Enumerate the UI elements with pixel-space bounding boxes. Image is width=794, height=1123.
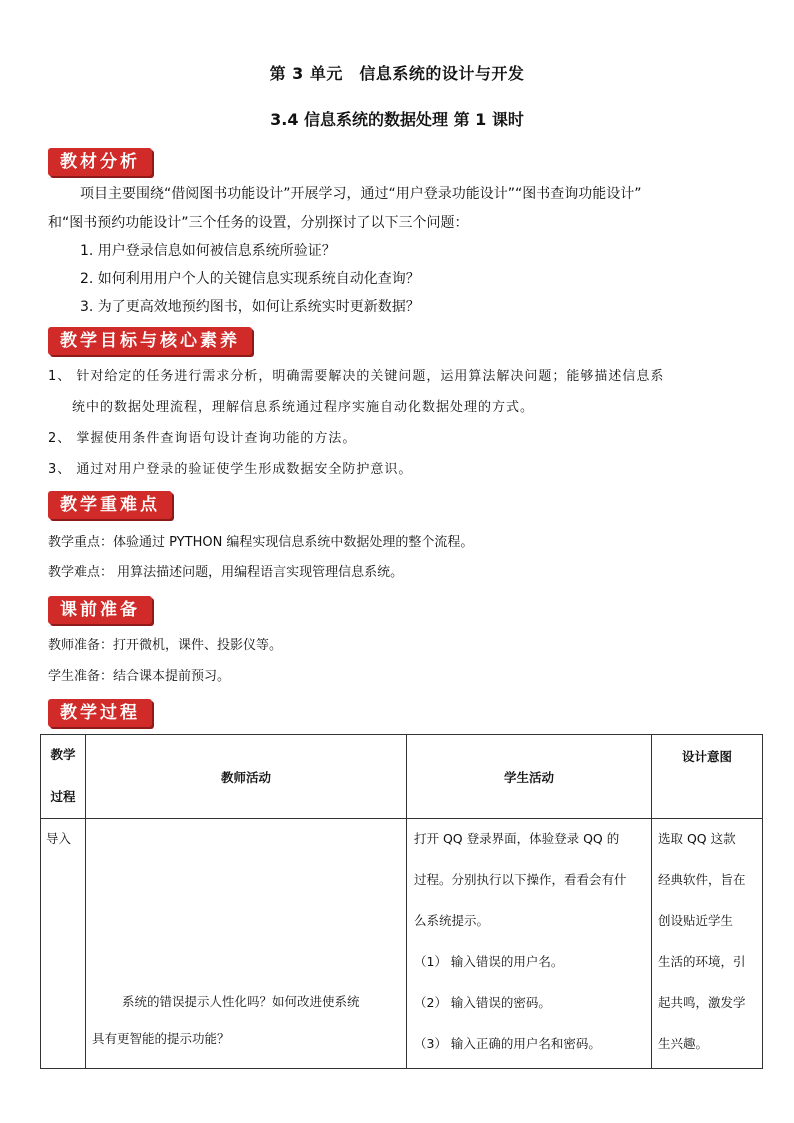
design-intent-line: 生兴趣。 (658, 1036, 709, 1051)
analysis-question-2: 2. 如何利用用户个人的关键信息实现系统自动化查询？ (80, 271, 420, 287)
header-teacher-activity: 教师活动 (86, 735, 407, 819)
student-preparation: 学生准备：结合课本提前预习。 (48, 669, 231, 684)
section-heading-preparation: 课前准备 (48, 596, 152, 624)
stage-cell (41, 819, 86, 1069)
header-stage (41, 735, 86, 819)
section-heading-process: 教学过程 (48, 699, 152, 727)
section-heading-objectives: 教学目标与核心素养 (48, 327, 252, 355)
student-activity-line: 么系统提示。 (414, 913, 490, 928)
design-intent-line: 创设贴近学生 (658, 913, 734, 928)
table-header-row (41, 735, 763, 819)
teacher-activity-cell (86, 819, 407, 1069)
difficult-point-text: 教学难点： 用算法描述问题，用编程语言实现管理信息系统。 (48, 565, 404, 580)
design-intent-line: 选取 QQ 这款 (658, 831, 736, 846)
analysis-question-1: 1. 用户登录信息如何被信息系统所验证？ (80, 243, 336, 259)
analysis-question-3: 3. 为了更高效地预约图书，如何让系统实时更新数据？ (80, 299, 420, 315)
header-stage-line1: 教学 (50, 747, 76, 762)
objective-1-line1: 1、 针对给定的任务进行需求分析，明确需要解决的关键问题，运用算法解决问题；能够描述信息系 (48, 369, 665, 384)
header-student-activity: 学生活动 (407, 735, 652, 819)
teacher-activity-line1: 系统的错误提示人性化吗？如何改进使系统 (122, 994, 360, 1009)
analysis-paragraph-line1: 项目主要围绕“借阅图书功能设计”开展学习，通过“用户登录功能设计”“图书查询功能设计” (80, 186, 642, 202)
header-design-intent: 设计意图 (652, 735, 763, 819)
student-activity-step-2: （2） 输入错误的密码。 (414, 995, 551, 1010)
table-row (41, 819, 763, 1069)
analysis-paragraph-line2: 和“图书预约功能设计”三个任务的设置，分别探讨了以下三个问题： (48, 215, 469, 231)
design-intent-line: 生活的环境，引 (658, 954, 746, 969)
lesson-title: 3.4 信息系统的数据处理 第 1 课时 (270, 110, 524, 129)
objective-3: 3、 通过对用户登录的验证使学生形成数据安全防护意识。 (48, 462, 413, 477)
stage-label: 导入 (46, 831, 72, 846)
teacher-preparation: 教师准备：打开微机，课件、投影仪等。 (48, 638, 283, 653)
teaching-process-table (40, 734, 763, 1069)
design-intent-line: 经典软件，旨在 (658, 872, 746, 887)
section-heading-key-points: 教学重难点 (48, 491, 172, 519)
section-heading-analysis: 教材分析 (48, 148, 152, 176)
objective-2: 2、 掌握使用条件查询语句设计查询功能的方法。 (48, 431, 357, 446)
unit-title: 第 3 单元 信息系统的设计与开发 (269, 64, 525, 83)
design-intent-line: 起共鸣，激发学 (658, 995, 746, 1010)
student-activity-line: 打开 QQ 登录界面，体验登录 QQ 的 (414, 831, 620, 846)
design-intent-cell (652, 819, 763, 1069)
student-activity-step-3: （3） 输入正确的用户名和密码。 (414, 1036, 601, 1051)
student-activity-line: 过程。分别执行以下操作，看看会有什 (414, 872, 627, 887)
student-activity-cell (407, 819, 652, 1069)
teacher-activity-line2: 具有更智能的提示功能？ (92, 1031, 230, 1046)
student-activity-step-1: （1） 输入错误的用户名。 (414, 954, 564, 969)
key-point-text: 教学重点：体验通过 PYTHON 编程实现信息系统中数据处理的整个流程。 (48, 535, 474, 550)
header-stage-line2: 过程 (50, 789, 76, 804)
objective-1-line2: 统中的数据处理流程，理解信息系统通过程序实施自动化数据处理的方式。 (72, 400, 535, 415)
